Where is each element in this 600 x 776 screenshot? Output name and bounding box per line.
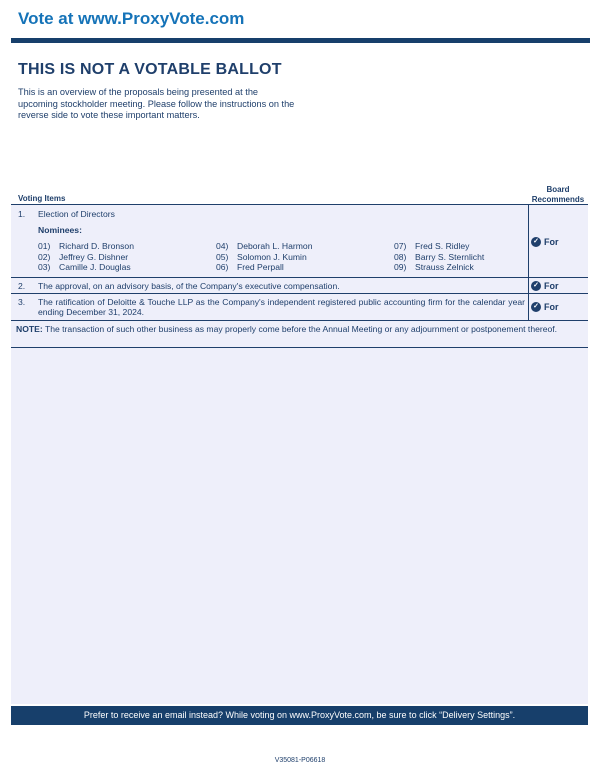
nominee-number: 01) [38, 241, 51, 251]
item-1-text: Election of Directors [38, 209, 115, 219]
page-title: THIS IS NOT A VOTABLE BALLOT [18, 61, 282, 78]
item-3-text: The ratification of Deloitte & Touche LLP as the Company's independent registered public accounting firm for the calendar year ending December 31, 2024. [38, 297, 525, 318]
nominee-name: Fred S. Ridley [415, 241, 470, 251]
board-recommends-header: Board Recommends [531, 185, 585, 204]
nominee-number: 09) [394, 262, 407, 272]
nominee-name: Jeffrey G. Dishner [59, 251, 129, 262]
delivery-settings-banner: Prefer to receive an email instead? While voting on www.ProxyVote.com, be sure to click “Delivery Settings”. [11, 706, 588, 725]
intro-text: This is an overview of the proposals being presented at the upcoming stockholder meeting. Please follow the instructions on the reverse side to vote these important matters. [18, 87, 295, 120]
nominee-name: Fred Perpall [237, 262, 284, 272]
nominee-name: Solomon J. Kumin [237, 251, 307, 262]
vote-site-heading: Vote at www.ProxyVote.com [18, 9, 245, 28]
voting-items-header: Voting Items [18, 194, 66, 203]
nominee-number: 04) [216, 241, 229, 251]
column-divider [528, 205, 529, 320]
nominees-label: Nominees: [38, 225, 82, 235]
check-circle-icon: ✓ [531, 281, 541, 291]
recommendation-label: For [544, 302, 559, 312]
nominee-number: 08) [394, 251, 407, 262]
nominee-name: Richard D. Bronson [59, 241, 134, 251]
nominee-number: 02) [38, 251, 51, 262]
top-divider [11, 38, 590, 43]
nominee-number: 06) [216, 262, 229, 272]
row-divider [11, 320, 588, 321]
nominee-name: Barry S. Sternlicht [415, 251, 485, 262]
nominee-number: 05) [216, 251, 229, 262]
check-circle-icon: ✓ [531, 302, 541, 312]
recommendation-label: For [544, 237, 559, 247]
nominee-name: Strauss Zelnick [415, 262, 474, 272]
row-divider [11, 277, 588, 278]
item-3-recommendation [531, 302, 559, 312]
item-1-number: 1. [18, 209, 26, 219]
nominee-number: 07) [394, 241, 407, 251]
note [16, 324, 581, 334]
note-label: NOTE: [16, 324, 43, 334]
item-1-recommendation [531, 237, 559, 247]
item-2-text: The approval, on an advisory basis, of the Company's executive compensation. [38, 281, 340, 291]
document-code: V35081-P06618 [274, 757, 326, 764]
item-3-number: 3. [18, 297, 26, 307]
note-text: The transaction of such other business as may properly come before the Annual Meeting or any adjournment or postponement thereof. [44, 324, 558, 334]
row-divider [11, 293, 588, 294]
voting-items-table [11, 204, 588, 704]
row-divider [11, 347, 588, 348]
nominee-name: Camille J. Douglas [59, 262, 131, 272]
recommendation-label: For [544, 281, 559, 291]
item-2-recommendation [531, 281, 559, 291]
item-2-number: 2. [18, 281, 26, 291]
check-circle-icon: ✓ [531, 237, 541, 247]
nominee-number: 03) [38, 262, 51, 272]
nominee-name: Deborah L. Harmon [237, 241, 313, 251]
